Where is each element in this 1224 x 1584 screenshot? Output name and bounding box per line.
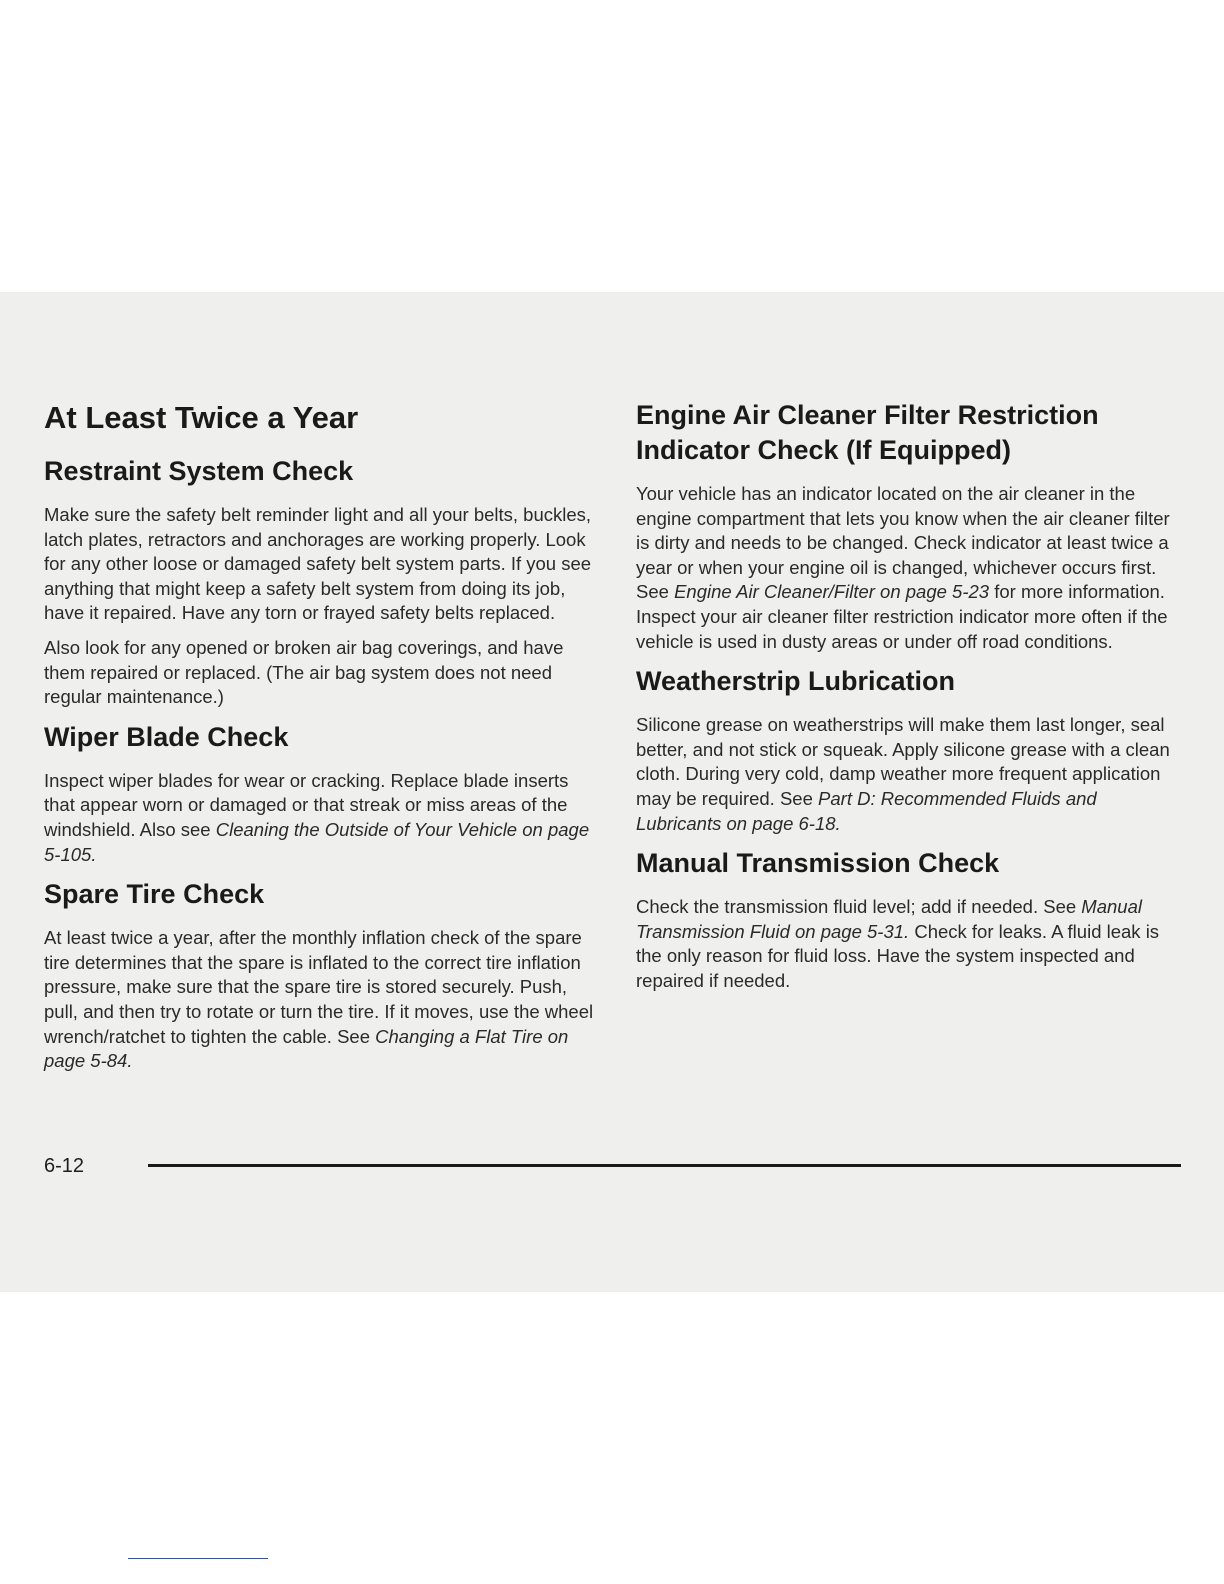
restraint-system-heading: Restraint System Check (44, 456, 354, 486)
weatherstrip-section (636, 664, 1184, 836)
restraint-system-paragraph-2: Also look for any opened or broken air bag coverings, and have them repaired or replaced. (The air bag system does not need regular maintenance.) (44, 636, 564, 708)
manual-transmission-heading: Manual Transmission Check (636, 848, 1000, 879)
air-filter-text-after: for more information. Inspect your air cleaner filter restriction indicator more often if the vehicle is used in dusty areas or under off road conditions. (636, 581, 1168, 652)
manual-transmission-reference[interactable]: Manual Transmission Fluid on page 5-31. (636, 896, 1142, 942)
spare-tire-heading: Spare Tire Check (44, 879, 265, 910)
bottom-divider (128, 1558, 268, 1559)
spare-tire-paragraph (44, 926, 600, 1074)
manual-transmission-paragraph (636, 895, 1184, 993)
wiper-blade-reference[interactable]: Cleaning the Outside of Your Vehicle on page 5-105. (44, 818, 590, 865)
spare-tire-reference[interactable]: Changing a Flat Tire on page 5-84. (44, 1025, 569, 1072)
wiper-blade-section (44, 720, 600, 867)
restraint-system-paragraph-1: Make sure the safety belt reminder light and all your belts, buckles, latch plates, retractors and anchorages are working properly. Look for any other loose or damaged safety belt system parts. If you see anything that might keep a safety belt system from doing its job, have it repaired. Have any torn or frayed safety belts replaced. (44, 504, 592, 624)
left-column (44, 398, 600, 1084)
spare-tire-text: At least twice a year, after the monthly inflation check of the spare tire determines that the spare is inflated to the correct tire inflation pressure, make sure that the spare tire is stored securely. Push, pull, and then try to rotate or turn the tire. If it moves, use the wheel wrench/ratchet to tighten the cable. See (44, 927, 594, 1047)
main-heading: At Least Twice a Year (44, 400, 359, 435)
manual-transmission-text-before: Check the transmission fluid level; add if needed. See (636, 896, 1077, 918)
wiper-blade-paragraph (44, 769, 600, 867)
wiper-blade-heading: Wiper Blade Check (44, 721, 289, 752)
footer-rule (148, 1164, 1181, 1167)
restraint-system-section (44, 454, 600, 710)
air-filter-text-before: Your vehicle has an indicator located on the air cleaner in the engine compartment that lets you know when the air cleaner filter is dirty and needs to be changed. Check indicator at least twice a year or when your engine oil is changed, whichever occurs first. See (636, 483, 1170, 603)
air-filter-heading: Engine Air Cleaner Filter Restriction Indicator Check (If Equipped) (636, 400, 1099, 465)
right-column (636, 398, 1184, 1004)
weatherstrip-reference[interactable]: Part D: Recommended Fluids and Lubricants on page 6-18. (636, 787, 1097, 834)
weatherstrip-paragraph (636, 713, 1184, 836)
page-number: 6-12 (44, 1155, 85, 1177)
manual-transmission-section (636, 846, 1184, 993)
weatherstrip-text: Silicone grease on weatherstrips will make them last longer, seal better, and not stick or squeak. Apply silicone grease with a clean cloth. During very cold, damp weather more frequent application may be required. See (636, 714, 1170, 809)
manual-transmission-text-after: Check for leaks. A fluid leak is the only reason for fluid loss. Have the system inspected and repaired if needed. (636, 920, 1160, 991)
spare-tire-section (44, 877, 600, 1074)
weatherstrip-heading: Weatherstrip Lubrication (636, 666, 956, 697)
air-filter-reference[interactable]: Engine Air Cleaner/Filter on page 5-23 (674, 581, 990, 603)
air-filter-paragraph (636, 482, 1184, 654)
air-filter-section (636, 398, 1184, 654)
wiper-blade-text: Inspect wiper blades for wear or cracking. Replace blade inserts that appear worn or damaged or that streak or miss areas of the windshield. Also see (44, 769, 569, 840)
